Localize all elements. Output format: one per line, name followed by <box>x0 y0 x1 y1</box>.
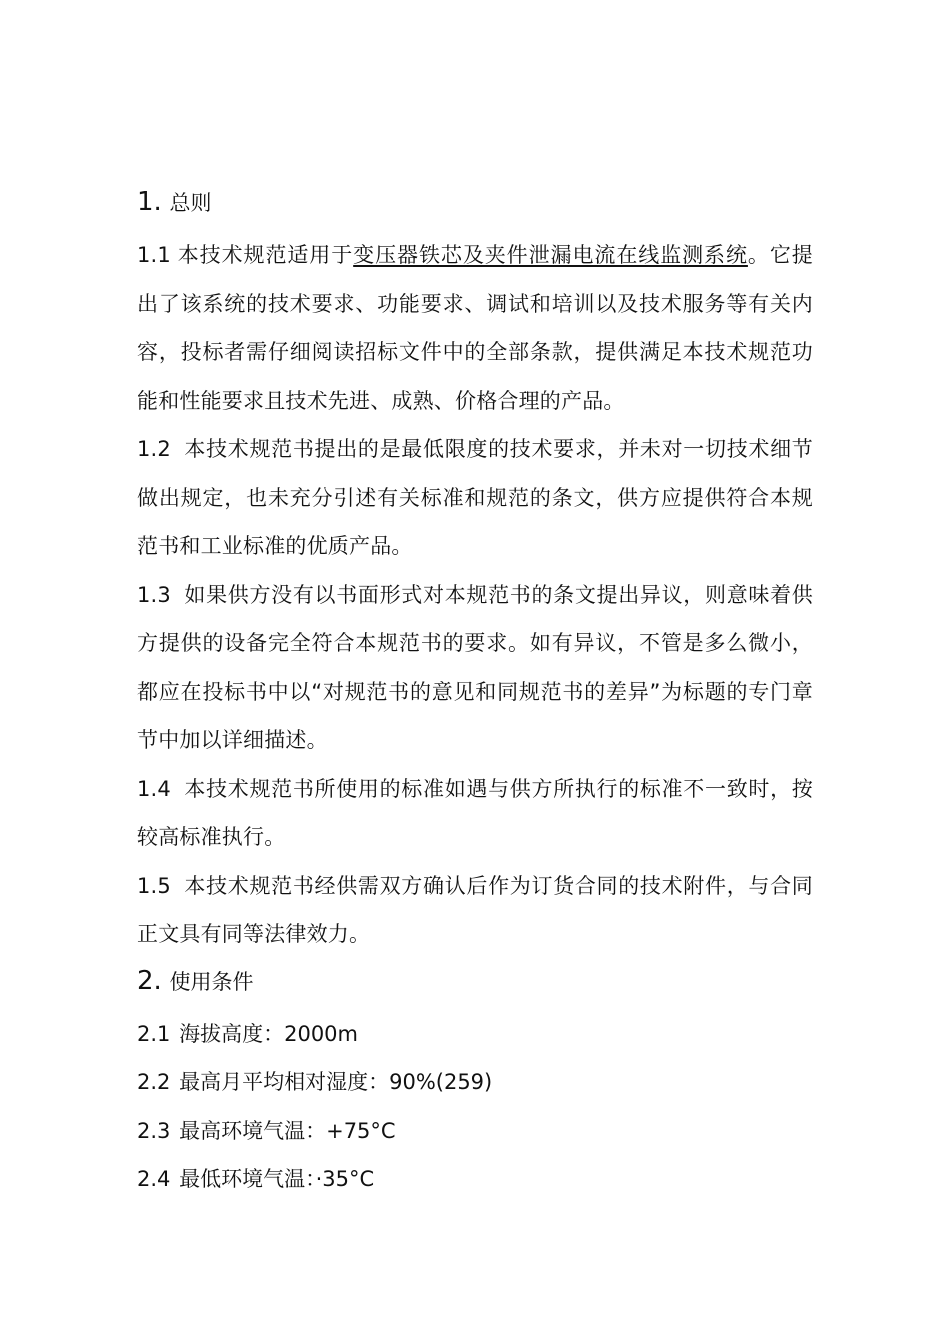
clause-text: 本技术规范书经供需双方确认后作为订货合同的技术附件，与合同正文具有同等法律效力。 <box>137 873 813 946</box>
clause-1-3 <box>137 571 813 765</box>
section-title: 总则 <box>169 191 212 215</box>
clause-number: 1.5 <box>137 873 171 898</box>
condition-humidity <box>137 1058 813 1107</box>
clause-text: 如果供方没有以书面形式对本规范书的条文提出异议，则意味着供方提供的设备完全符合本规范书的要求。如有异议，不管是多么微小，都应在投标书中以“对规范书的意见和同规范书的差异”为标题的专门章节中加以详细描述。 <box>137 582 813 752</box>
clause-number: 1.2 <box>137 437 171 461</box>
document-body <box>137 182 813 1204</box>
section-number: 1. <box>137 187 162 217</box>
item-text: 最高环境气温：+75°C <box>179 1118 396 1143</box>
item-number: 2.4 <box>137 1167 171 1191</box>
clause-text-underlined: 变压器铁芯及夹件泄漏电流在线监测系统 <box>353 243 748 267</box>
item-text: 海拔高度：2000m <box>179 1021 358 1046</box>
clause-1-2 <box>137 425 813 571</box>
section-title: 使用条件 <box>169 969 254 994</box>
section-heading-conditions <box>137 961 813 1002</box>
clause-text: 本技术规范书所使用的标准如遇与供方所执行的标准不一致时，按较高标准执行。 <box>137 776 813 849</box>
clause-number: 1.1 <box>137 243 171 267</box>
clause-1-4 <box>137 765 813 862</box>
item-text: 最高月平均相对湿度：90%(259) <box>179 1070 493 1094</box>
item-number: 2.3 <box>137 1118 171 1143</box>
item-number: 2.1 <box>137 1021 171 1046</box>
condition-altitude <box>137 1010 813 1059</box>
clause-text-post: 。它提出了该系统的技术要求、功能要求、调试和培训以及技术服务等有关内容，投标者需仔细阅读招标文件中的全部条款，提供满足本技术规范功能和性能要求且技术先进、成熟、价格合理的产品。 <box>137 243 813 413</box>
clause-1-5 <box>137 862 813 959</box>
item-number: 2.2 <box>137 1070 171 1094</box>
item-text: 最低环境气温：·35°C <box>179 1167 375 1191</box>
clause-text-pre: 本技术规范适用于 <box>177 243 354 267</box>
section-number: 2. <box>137 965 162 996</box>
clause-number: 1.3 <box>137 582 171 607</box>
clause-number: 1.4 <box>137 776 171 801</box>
clause-1-1 <box>137 231 813 425</box>
condition-max-temperature <box>137 1107 813 1156</box>
condition-min-temperature <box>137 1155 813 1204</box>
section-heading-general <box>137 182 813 223</box>
clause-text: 本技术规范书提出的是最低限度的技术要求，并未对一切技术细节做出规定，也未充分引述有关标准和规范的条文，供方应提供符合本规范书和工业标准的优质产品。 <box>137 437 813 558</box>
